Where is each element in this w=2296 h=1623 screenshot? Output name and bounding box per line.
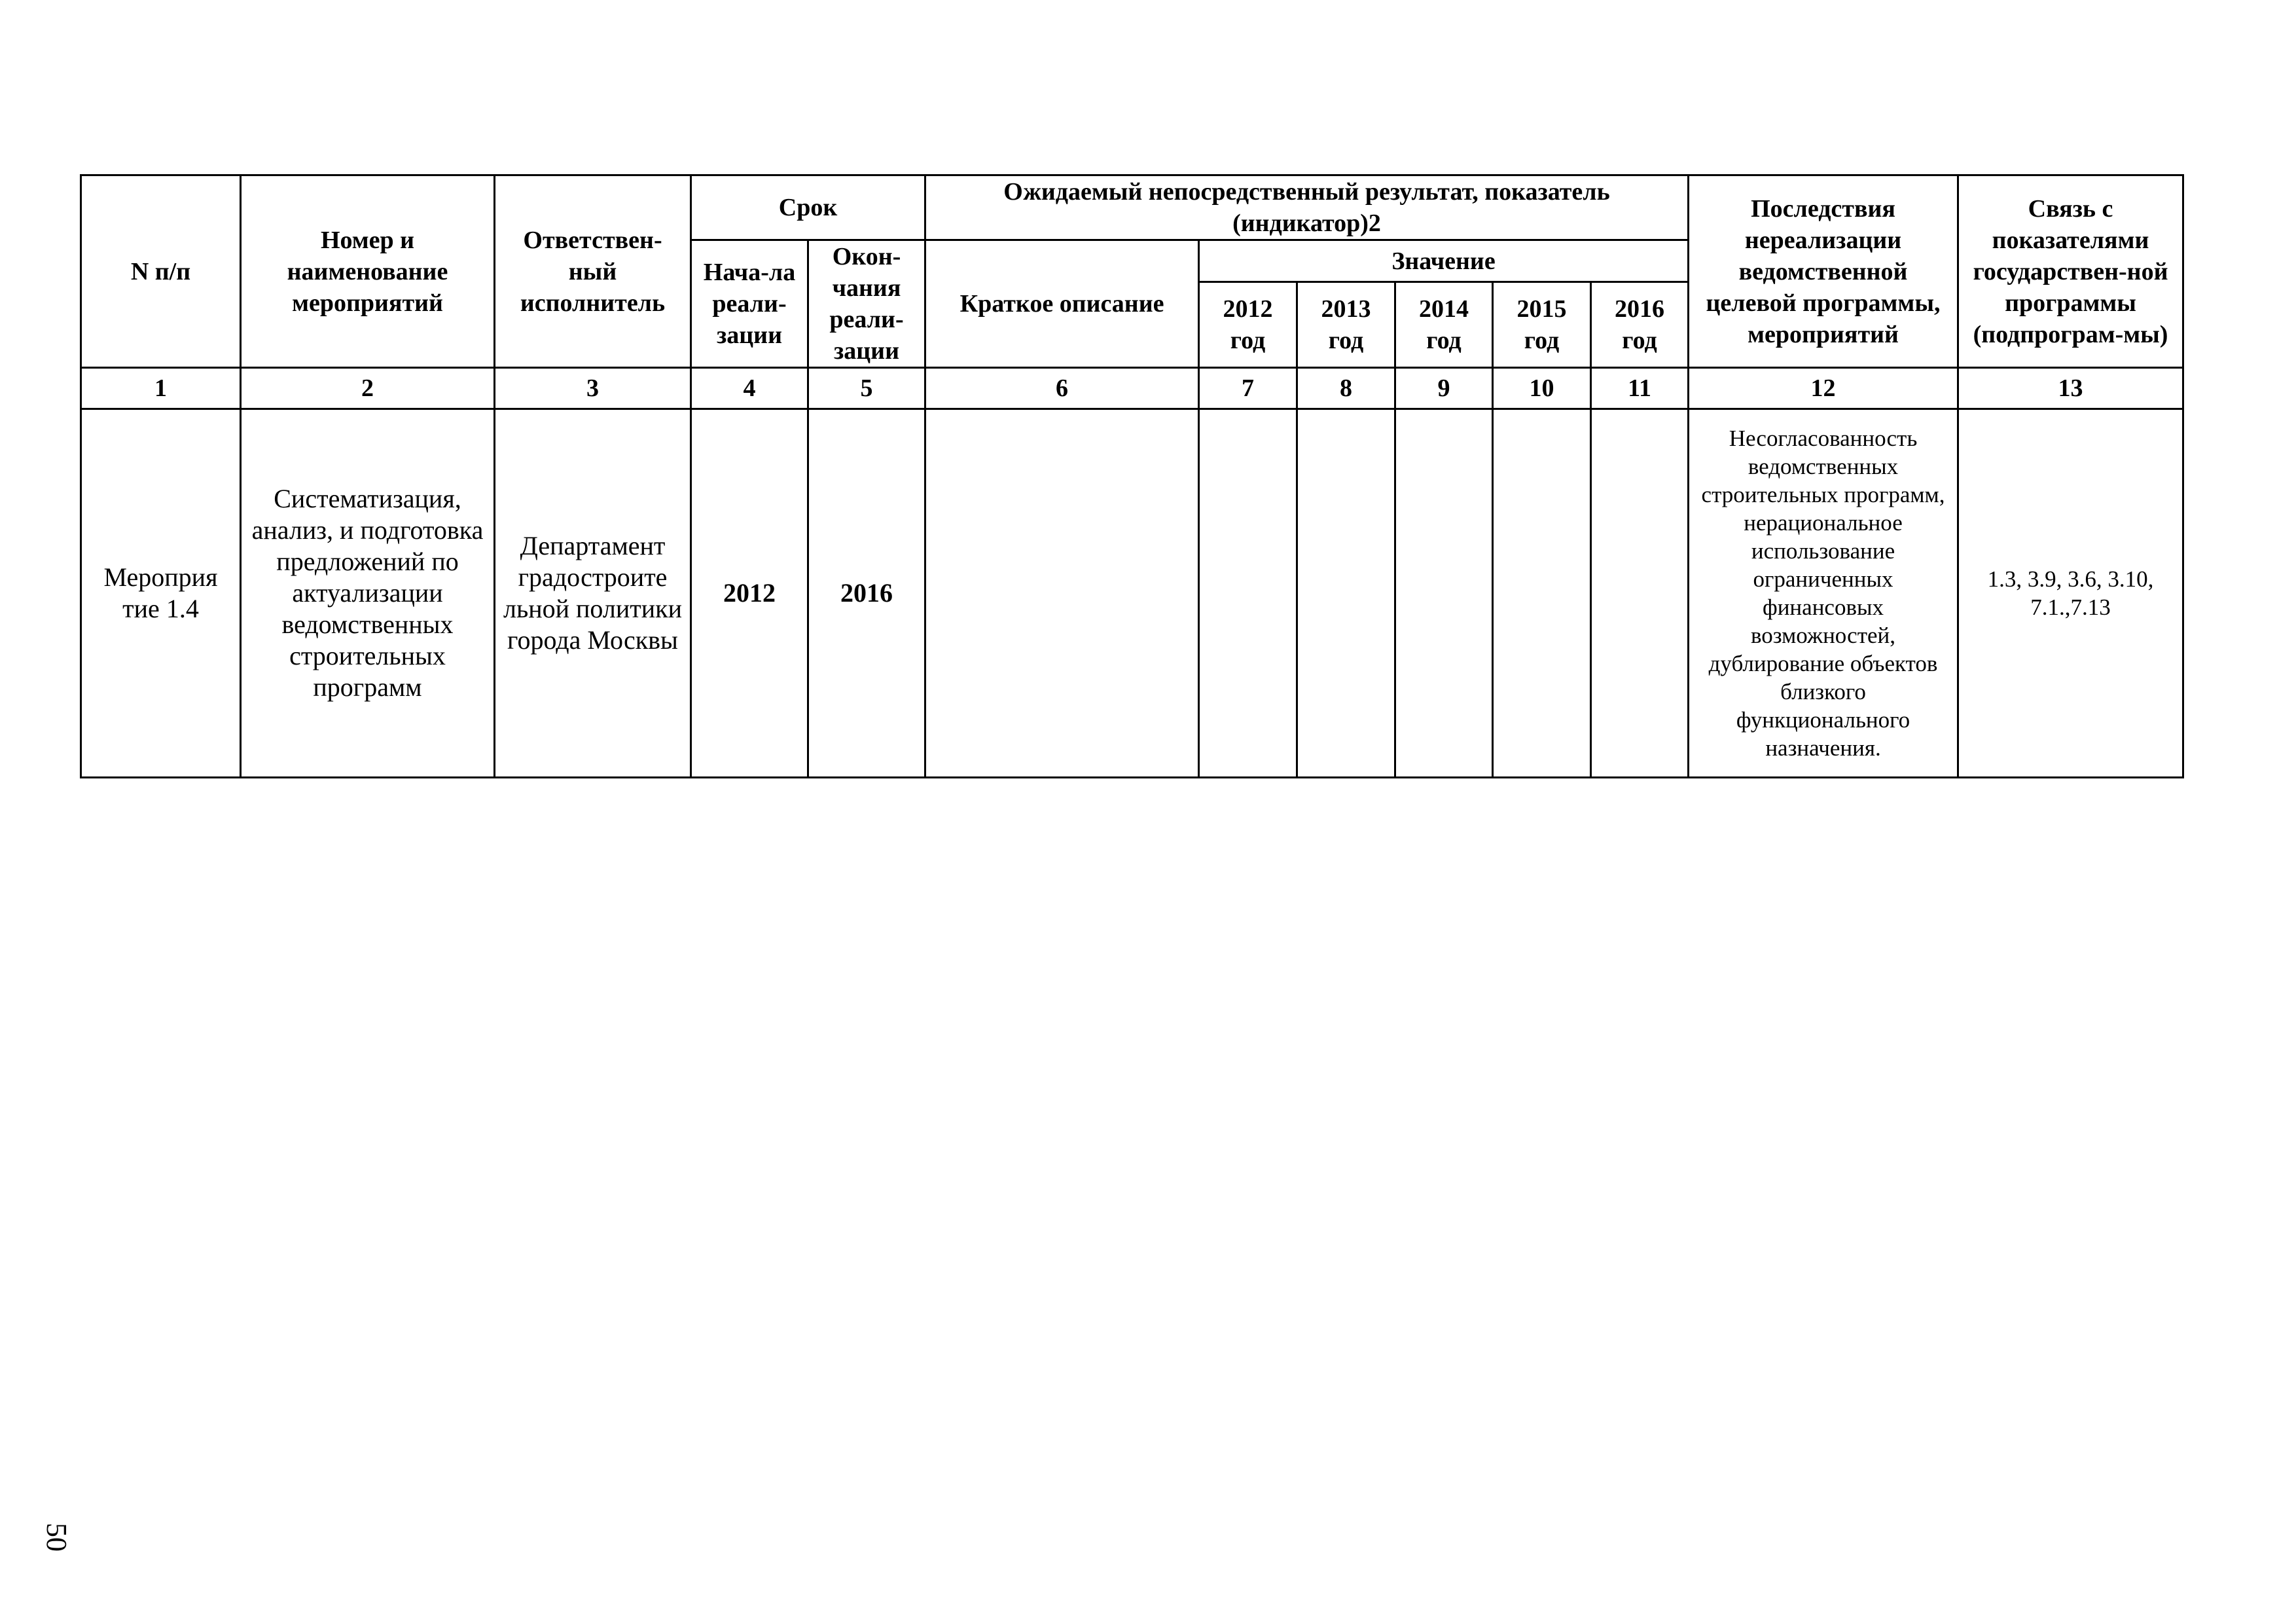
header-responsible: Ответствен-ный исполнитель bbox=[495, 175, 691, 368]
responsible-cell: Департамент градостроите льной политики города Москвы bbox=[495, 409, 691, 778]
column-number: 11 bbox=[1591, 368, 1689, 409]
value-2012-cell bbox=[1199, 409, 1297, 778]
brief-description-cell bbox=[925, 409, 1199, 778]
value-2015-cell bbox=[1493, 409, 1591, 778]
header-measure-name: Номер и наименование мероприятий bbox=[241, 175, 495, 368]
column-number: 4 bbox=[691, 368, 808, 409]
header-year-2012: 2012 год bbox=[1199, 282, 1297, 368]
consequences-cell: Несогласованность ведомственных строительных программ, нерациональное использование ограниченных финансовых возможностей, дублирование объектов близкого функционального назначения. bbox=[1689, 409, 1958, 778]
end-year-cell: 2016 bbox=[808, 409, 925, 778]
column-number: 3 bbox=[495, 368, 691, 409]
header-relation: Связь с показателями государствен-ной программы (подпрограм-мы) bbox=[1958, 175, 2183, 368]
header-year-2016: 2016 год bbox=[1591, 282, 1689, 368]
page-number: 50 bbox=[41, 1523, 73, 1552]
value-2014-cell bbox=[1395, 409, 1493, 778]
header-npp: N п/п bbox=[81, 175, 241, 368]
header-term: Срок bbox=[691, 175, 925, 240]
header-expected-result: Ожидаемый непосредственный результат, показатель (индикатор)2 bbox=[925, 175, 1689, 240]
column-number: 8 bbox=[1297, 368, 1395, 409]
header-value: Значение bbox=[1199, 240, 1689, 282]
column-number: 12 bbox=[1689, 368, 1958, 409]
column-number: 10 bbox=[1493, 368, 1591, 409]
start-year-cell: 2012 bbox=[691, 409, 808, 778]
header-consequences: Последствия нереализации ведомственной целевой программы, мероприятий bbox=[1689, 175, 1958, 368]
relation-cell: 1.3, 3.9, 3.6, 3.10, 7.1.,7.13 bbox=[1958, 409, 2183, 778]
column-number: 7 bbox=[1199, 368, 1297, 409]
header-year-2015: 2015 год bbox=[1493, 282, 1591, 368]
column-number: 1 bbox=[81, 368, 241, 409]
header-year-2014: 2014 год bbox=[1395, 282, 1493, 368]
column-number: 5 bbox=[808, 368, 925, 409]
column-numbers-row bbox=[81, 368, 2183, 409]
column-number: 2 bbox=[241, 368, 495, 409]
value-2016-cell bbox=[1591, 409, 1689, 778]
measure-number-cell: Мероприя тие 1.4 bbox=[81, 409, 241, 778]
column-number: 9 bbox=[1395, 368, 1493, 409]
header-brief-description: Краткое описание bbox=[925, 240, 1199, 368]
measure-name-cell: Систематизация, анализ, и подготовка предложений по актуализации ведомственных строительных программ bbox=[241, 409, 495, 778]
measures-table bbox=[80, 174, 2184, 778]
header-end: Окон-чания реали-зации bbox=[808, 240, 925, 368]
table-row bbox=[81, 409, 2183, 778]
column-number: 6 bbox=[925, 368, 1199, 409]
column-number: 13 bbox=[1958, 368, 2183, 409]
header-year-2013: 2013 год bbox=[1297, 282, 1395, 368]
value-2013-cell bbox=[1297, 409, 1395, 778]
header-start: Нача-ла реали-зации bbox=[691, 240, 808, 368]
